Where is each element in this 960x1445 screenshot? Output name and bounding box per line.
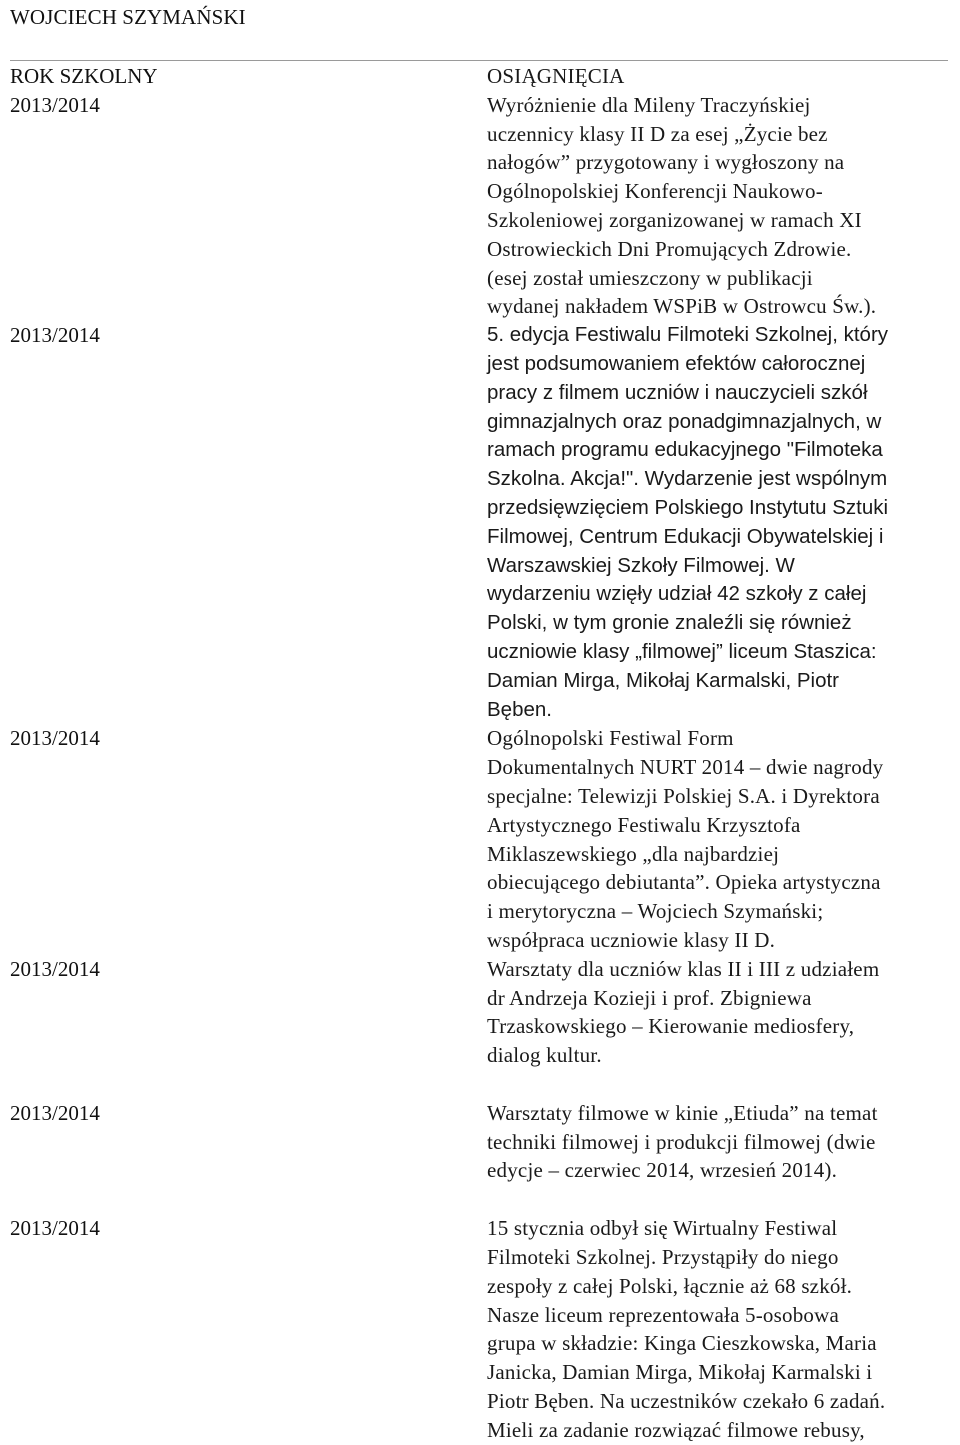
- achievement-line: nałogów” przygotowany i wygłoszony na: [487, 150, 845, 175]
- achievement-line: Janicka, Damian Mirga, Mikołaj Karmalski i: [487, 1360, 873, 1385]
- table-row: [0, 321, 960, 724]
- table-row: [0, 91, 960, 321]
- achievement-line: uczniowie klasy „filmowej” liceum Staszica:: [487, 639, 877, 663]
- achievement-line: Damian Mirga, Mikołaj Karmalski, Piotr: [487, 668, 840, 692]
- achievement-line: techniki filmowej i produkcji filmowej (dwie: [487, 1129, 876, 1154]
- column-header-year: ROK SZKOLNY: [10, 64, 158, 88]
- achievement-line: Piotr Bęben. Na uczestników czekało 6 zadań.: [487, 1389, 886, 1414]
- achievement-line: Szkolna. Akcja!". Wydarzenie jest wspólnym: [487, 467, 888, 491]
- achievement-line: wydanej nakładem WSPiB w Ostrowcu Św.).: [487, 294, 877, 319]
- row-year: 2013/2014: [10, 1100, 100, 1125]
- row-year: 2013/2014: [10, 956, 100, 981]
- column-header-achievements: [477, 62, 957, 91]
- achievement-line: grupa w składzie: Kinga Cieszkowska, Maria: [487, 1331, 877, 1356]
- row-year: 2013/2014: [10, 323, 100, 348]
- table-row: [0, 1214, 960, 1444]
- row-achievement: [477, 91, 957, 321]
- achievement-line: wydarzeniu wzięły udział 42 szkoły z całej: [487, 582, 867, 606]
- achievement-line: Ostrowieckich Dni Promujących Zdrowie.: [487, 236, 852, 261]
- achievement-line: Wyróżnienie dla Mileny Traczyńskiej: [487, 92, 811, 117]
- row-year: 2013/2014: [10, 1216, 100, 1241]
- row-achievement: [477, 724, 957, 954]
- achievement-line: Filmowej, Centrum Edukacji Obywatelskiej i: [487, 524, 884, 548]
- achievement-line: 15 stycznia odbył się Wirtualny Festiwal: [487, 1216, 838, 1241]
- table-row: [0, 1099, 960, 1185]
- row-year: 2013/2014: [10, 92, 100, 117]
- achievement-line: ramach programu edukacyjnego "Filmoteka: [487, 438, 883, 462]
- achievement-line: Nasze liceum reprezentowała 5-osobowa: [487, 1302, 839, 1327]
- achievement-line: specjalne: Telewizji Polskiej S.A. i Dyrektora: [487, 783, 880, 808]
- row-achievement: [477, 1099, 957, 1185]
- page-title: WOJCIECH SZYMAŃSKI: [10, 5, 246, 29]
- achievement-line: Warsztaty dla uczniów klas II i III z udziałem: [487, 956, 880, 981]
- achievement-line: Miklaszewskiego „dla najbardziej: [487, 841, 780, 866]
- achievement-line: Szkoleniowej zorganizowanej w ramach XI: [487, 207, 862, 232]
- table-row: [0, 724, 960, 954]
- achievement-line: obiecującego debiutanta”. Opieka artystyczna: [487, 870, 881, 895]
- column-header-achievements-label: OSIĄGNIĘCIA: [487, 64, 625, 88]
- achievement-line: Trzaskowskiego – Kierowanie mediosfery,: [487, 1014, 855, 1039]
- achievement-line: pracy z filmem uczniów i nauczycieli szkół: [487, 380, 868, 404]
- achievement-line: współpraca uczniowie klasy II D.: [487, 927, 776, 952]
- achievement-line: dialog kultur.: [487, 1043, 602, 1068]
- achievement-line: uczennicy klasy II D za esej „Życie bez: [487, 121, 828, 146]
- achievement-line: Dokumentalnych NURT 2014 – dwie nagrody: [487, 755, 884, 780]
- table-body: [0, 91, 960, 1445]
- achievement-line: Bęben.: [487, 697, 552, 721]
- achievement-line: Mieli za zadanie rozwiązać filmowe rebusy,: [487, 1417, 865, 1442]
- achievement-line: Artystycznego Festiwalu Krzysztofa: [487, 812, 801, 837]
- achievement-line: (esej został umieszczony w publikacji: [487, 265, 813, 290]
- row-achievement: [477, 955, 957, 1070]
- achievement-line: Filmoteki Szkolnej. Przystąpiły do niego: [487, 1245, 839, 1270]
- achievements-table: [0, 60, 960, 1445]
- achievement-line: zespoły z całej Polski, łącznie aż 68 szkół.: [487, 1273, 853, 1298]
- row-year: 2013/2014: [10, 726, 100, 751]
- achievement-line: i merytoryczna – Wojciech Szymański;: [487, 899, 824, 924]
- achievement-line: jest podsumowaniem efektów całorocznej: [487, 351, 866, 375]
- row-achievement: [477, 321, 957, 724]
- achievement-line: Warszawskiej Szkoły Filmowej. W: [487, 553, 795, 577]
- achievement-line: gimnazjalnych oraz ponadgimnazjalnych, w: [487, 409, 882, 433]
- achievement-line: Ogólnopolski Festiwal Form: [487, 726, 734, 751]
- achievement-line: Ogólnopolskiej Konferencji Naukowo-: [487, 179, 823, 204]
- achievement-line: Warsztaty filmowe w kinie „Etiuda” na temat: [487, 1100, 878, 1125]
- achievement-line: dr Andrzeja Kozieji i prof. Zbigniewa: [487, 985, 812, 1010]
- row-achievement: [477, 1214, 957, 1444]
- table-row: [0, 955, 960, 1070]
- achievement-line: 5. edycja Festiwalu Filmoteki Szkolnej, który: [487, 323, 889, 347]
- achievement-line: Polski, w tym gronie znaleźli się również: [487, 611, 852, 635]
- achievement-line: przedsięwzięciem Polskiego Instytutu Sztuki: [487, 495, 889, 519]
- table-header-row: [0, 62, 960, 91]
- achievement-line: edycje – czerwiec 2014, wrzesień 2014).: [487, 1158, 838, 1183]
